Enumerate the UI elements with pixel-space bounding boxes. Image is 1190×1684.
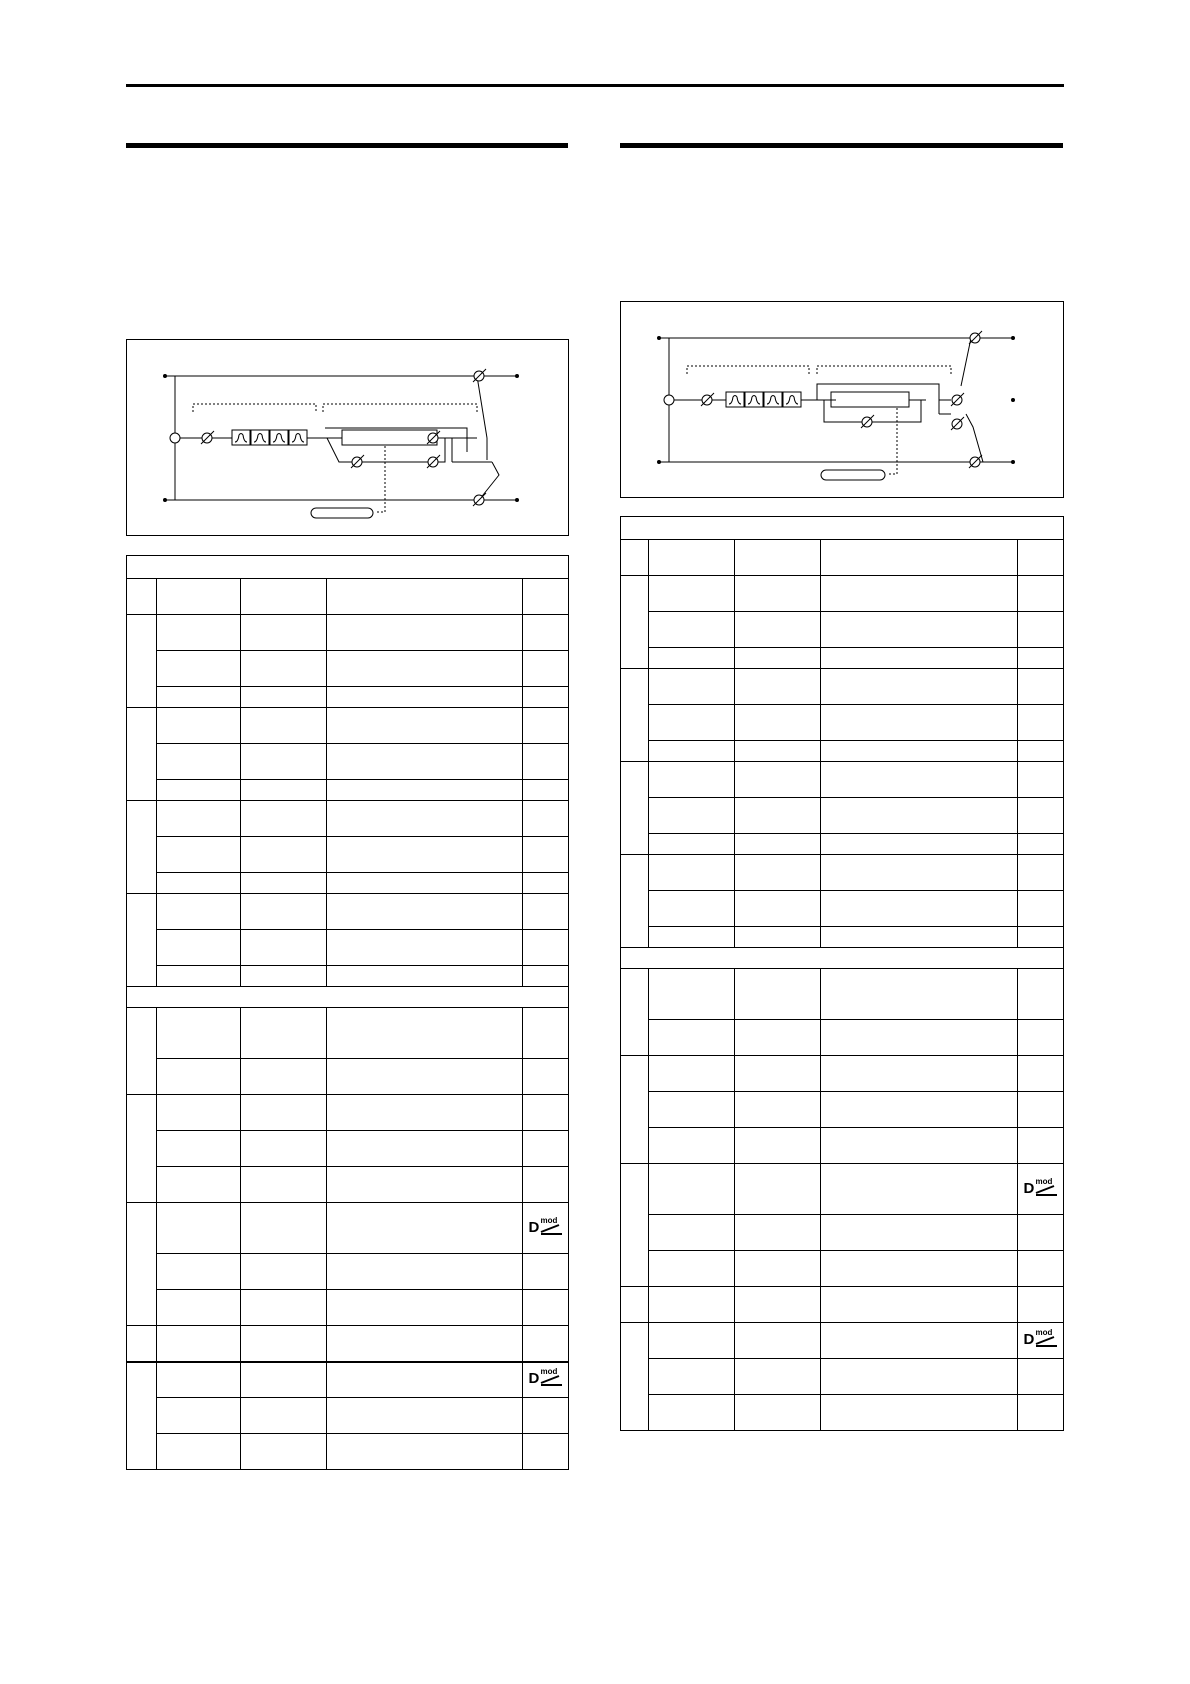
table-cell bbox=[327, 1203, 523, 1254]
table-cell bbox=[735, 741, 821, 762]
table-row bbox=[127, 744, 569, 780]
table-cell bbox=[157, 873, 241, 894]
table-cell bbox=[157, 1167, 241, 1203]
table-cell bbox=[523, 744, 569, 780]
table-cell bbox=[157, 651, 241, 687]
table-cell bbox=[523, 1326, 569, 1362]
table-row bbox=[621, 705, 1064, 741]
table-cell bbox=[523, 1131, 569, 1167]
table-cell bbox=[327, 1290, 523, 1326]
table-cell bbox=[649, 1128, 735, 1164]
table-cell bbox=[821, 612, 1018, 648]
table-cell bbox=[327, 1398, 523, 1434]
table-cell bbox=[649, 1323, 735, 1359]
table-cell bbox=[523, 1254, 569, 1290]
table-cell bbox=[735, 1251, 821, 1287]
table-cell bbox=[821, 1128, 1018, 1164]
table-cell bbox=[241, 1290, 327, 1326]
table-cell bbox=[157, 1254, 241, 1290]
right-section-rule bbox=[620, 143, 1063, 148]
table-cell bbox=[157, 1434, 241, 1470]
table-cell bbox=[157, 966, 241, 987]
table-cell bbox=[327, 1131, 523, 1167]
dmod-icon: D mod bbox=[527, 1368, 565, 1388]
table-cell bbox=[1018, 1323, 1064, 1359]
table-row bbox=[127, 894, 569, 930]
table-cell bbox=[821, 1056, 1018, 1092]
table-cell bbox=[735, 1287, 821, 1323]
table-cell bbox=[1018, 834, 1064, 855]
table-cell bbox=[621, 948, 1064, 969]
table-cell bbox=[127, 1095, 157, 1203]
table-cell bbox=[523, 966, 569, 987]
table-row bbox=[127, 1362, 569, 1398]
table-row bbox=[127, 873, 569, 894]
table-cell bbox=[157, 1398, 241, 1434]
table-cell bbox=[649, 1395, 735, 1431]
table-cell bbox=[821, 1359, 1018, 1395]
table-cell bbox=[621, 669, 649, 762]
table-cell bbox=[127, 894, 157, 987]
table-cell bbox=[649, 834, 735, 855]
table-cell bbox=[621, 1056, 649, 1164]
table-row bbox=[127, 687, 569, 708]
table-cell bbox=[1018, 969, 1064, 1020]
table-cell bbox=[523, 1398, 569, 1434]
table-cell bbox=[157, 1203, 241, 1254]
table-cell bbox=[241, 801, 327, 837]
table-row bbox=[621, 927, 1064, 948]
table-cell bbox=[1018, 927, 1064, 948]
table-cell bbox=[735, 1056, 821, 1092]
table-subheader-row bbox=[621, 948, 1064, 969]
table-row bbox=[621, 1359, 1064, 1395]
table-cell bbox=[735, 762, 821, 798]
table-cell bbox=[649, 1056, 735, 1092]
table-cell bbox=[523, 801, 569, 837]
table-cell bbox=[821, 891, 1018, 927]
table-row bbox=[621, 891, 1064, 927]
table-cell bbox=[241, 744, 327, 780]
table-cell bbox=[649, 1251, 735, 1287]
table-cell bbox=[327, 1362, 523, 1398]
table-row bbox=[621, 669, 1064, 705]
table-cell bbox=[649, 576, 735, 612]
table-cell bbox=[621, 576, 649, 669]
table-cell bbox=[1018, 576, 1064, 612]
table-row bbox=[621, 834, 1064, 855]
table-cell bbox=[621, 1164, 649, 1287]
table-row bbox=[621, 1251, 1064, 1287]
table-cell bbox=[649, 927, 735, 948]
table-cell bbox=[821, 798, 1018, 834]
table-cell bbox=[821, 1020, 1018, 1056]
table-cell bbox=[735, 612, 821, 648]
table-row bbox=[127, 708, 569, 744]
table-row bbox=[621, 1092, 1064, 1128]
table-cell bbox=[127, 1008, 157, 1095]
table-cell bbox=[523, 1095, 569, 1131]
table-cell bbox=[649, 648, 735, 669]
table-row bbox=[127, 1203, 569, 1254]
right-block-diagram bbox=[620, 301, 1064, 498]
table-row bbox=[127, 579, 569, 615]
table-cell bbox=[649, 1287, 735, 1323]
table-cell bbox=[127, 1326, 157, 1362]
table-cell bbox=[327, 1434, 523, 1470]
table-header bbox=[127, 556, 569, 579]
table-cell bbox=[523, 780, 569, 801]
table-row bbox=[621, 1323, 1064, 1359]
table-cell bbox=[241, 1362, 327, 1398]
table-cell bbox=[649, 969, 735, 1020]
table-cell bbox=[649, 1092, 735, 1128]
table-cell bbox=[523, 894, 569, 930]
table-cell bbox=[821, 648, 1018, 669]
table-cell bbox=[523, 1362, 569, 1398]
table-subheader-row bbox=[127, 987, 569, 1008]
table-header bbox=[621, 517, 1064, 540]
table-cell bbox=[735, 834, 821, 855]
table-row bbox=[621, 1287, 1064, 1323]
table-cell bbox=[241, 966, 327, 987]
table-cell bbox=[241, 1167, 327, 1203]
table-cell bbox=[735, 576, 821, 612]
table-cell bbox=[821, 927, 1018, 948]
table-cell bbox=[821, 855, 1018, 891]
table-cell bbox=[327, 1008, 523, 1059]
table-cell bbox=[241, 1326, 327, 1362]
table-cell bbox=[1018, 741, 1064, 762]
table-cell bbox=[523, 873, 569, 894]
table-cell bbox=[649, 540, 735, 576]
table-cell bbox=[241, 930, 327, 966]
dmod-icon: D mod bbox=[1022, 1178, 1060, 1198]
table-cell bbox=[157, 894, 241, 930]
table-row bbox=[127, 1167, 569, 1203]
table-cell bbox=[157, 744, 241, 780]
left-signal-flow bbox=[127, 340, 568, 535]
table-row bbox=[127, 780, 569, 801]
table-cell bbox=[649, 1020, 735, 1056]
table-cell bbox=[523, 930, 569, 966]
table-cell bbox=[157, 780, 241, 801]
table-cell bbox=[157, 1131, 241, 1167]
table-cell bbox=[621, 969, 649, 1056]
table-row bbox=[127, 1254, 569, 1290]
table-cell bbox=[821, 762, 1018, 798]
table-cell bbox=[735, 1020, 821, 1056]
table-row bbox=[127, 1008, 569, 1059]
table-cell bbox=[821, 834, 1018, 855]
table-cell bbox=[821, 1164, 1018, 1215]
table-cell bbox=[1018, 612, 1064, 648]
table-cell bbox=[157, 1326, 241, 1362]
table-cell bbox=[735, 1215, 821, 1251]
table-cell bbox=[127, 987, 569, 1008]
table-cell bbox=[523, 708, 569, 744]
table-cell bbox=[621, 1287, 649, 1323]
table-row bbox=[621, 1215, 1064, 1251]
table-row bbox=[127, 1095, 569, 1131]
table-cell bbox=[523, 1290, 569, 1326]
table-cell bbox=[735, 927, 821, 948]
table-cell bbox=[735, 855, 821, 891]
table-cell bbox=[327, 837, 523, 873]
table-row bbox=[621, 855, 1064, 891]
table-cell bbox=[649, 855, 735, 891]
table-cell bbox=[735, 798, 821, 834]
table-cell bbox=[327, 930, 523, 966]
left-parameter-table bbox=[126, 555, 569, 1470]
table-cell bbox=[523, 1059, 569, 1095]
table-cell bbox=[157, 930, 241, 966]
table-row bbox=[621, 612, 1064, 648]
table-cell bbox=[241, 687, 327, 708]
table-row bbox=[127, 651, 569, 687]
table-cell bbox=[127, 708, 157, 801]
table-cell bbox=[241, 837, 327, 873]
table-cell bbox=[327, 744, 523, 780]
table-row bbox=[127, 1290, 569, 1326]
table-cell bbox=[1018, 1128, 1064, 1164]
table-cell bbox=[821, 1251, 1018, 1287]
table-row bbox=[621, 1128, 1064, 1164]
right-parameter-table bbox=[620, 516, 1064, 1431]
table-cell bbox=[157, 687, 241, 708]
table-row bbox=[127, 1434, 569, 1470]
table-cell bbox=[327, 873, 523, 894]
table-cell bbox=[157, 1095, 241, 1131]
table-row bbox=[621, 969, 1064, 1020]
table-cell bbox=[523, 1008, 569, 1059]
table-row bbox=[127, 1131, 569, 1167]
table-cell bbox=[1018, 1359, 1064, 1395]
table-cell bbox=[241, 615, 327, 651]
table-cell bbox=[1018, 648, 1064, 669]
table-cell bbox=[327, 651, 523, 687]
table-row bbox=[621, 1164, 1064, 1215]
table-cell bbox=[327, 708, 523, 744]
table-cell bbox=[1018, 1092, 1064, 1128]
dmod-icon: D mod bbox=[527, 1217, 565, 1237]
table-cell bbox=[735, 1092, 821, 1128]
table-cell bbox=[821, 1215, 1018, 1251]
table-cell bbox=[735, 669, 821, 705]
table-cell bbox=[821, 540, 1018, 576]
table-row bbox=[127, 1326, 569, 1362]
table-row bbox=[127, 801, 569, 837]
table-cell bbox=[621, 855, 649, 948]
table-cell bbox=[1018, 798, 1064, 834]
table-cell bbox=[327, 1326, 523, 1362]
table-cell bbox=[649, 1359, 735, 1395]
table-cell bbox=[241, 651, 327, 687]
table-cell bbox=[1018, 762, 1064, 798]
table-cell bbox=[1018, 855, 1064, 891]
table-cell bbox=[649, 798, 735, 834]
table-cell bbox=[1018, 1395, 1064, 1431]
table-cell bbox=[821, 669, 1018, 705]
table-cell bbox=[735, 969, 821, 1020]
table-row bbox=[127, 837, 569, 873]
table-row bbox=[621, 798, 1064, 834]
table-cell bbox=[735, 1128, 821, 1164]
table-cell bbox=[821, 741, 1018, 762]
table-cell bbox=[649, 1215, 735, 1251]
table-row bbox=[621, 648, 1064, 669]
table-cell bbox=[157, 1362, 241, 1398]
left-section-rule bbox=[126, 143, 568, 148]
table-cell bbox=[735, 1395, 821, 1431]
table-row bbox=[621, 576, 1064, 612]
table-cell bbox=[735, 648, 821, 669]
table-cell bbox=[241, 1095, 327, 1131]
table-cell bbox=[735, 540, 821, 576]
table-cell bbox=[327, 801, 523, 837]
table-cell bbox=[327, 1167, 523, 1203]
table-cell bbox=[127, 801, 157, 894]
table-cell bbox=[1018, 1020, 1064, 1056]
table-cell bbox=[327, 1059, 523, 1095]
table-cell bbox=[127, 1203, 157, 1326]
table-cell bbox=[649, 705, 735, 741]
table-cell bbox=[327, 966, 523, 987]
table-cell bbox=[621, 762, 649, 855]
right-signal-flow bbox=[621, 302, 1063, 497]
table-cell bbox=[157, 708, 241, 744]
table-cell bbox=[1018, 1215, 1064, 1251]
table-cell bbox=[241, 1398, 327, 1434]
table-cell bbox=[241, 1131, 327, 1167]
table-cell bbox=[241, 894, 327, 930]
table-cell bbox=[523, 1434, 569, 1470]
table-cell bbox=[523, 1203, 569, 1254]
table-cell bbox=[241, 1008, 327, 1059]
table-cell bbox=[821, 969, 1018, 1020]
table-row bbox=[127, 1398, 569, 1434]
left-block-diagram bbox=[126, 339, 569, 536]
table-row bbox=[127, 966, 569, 987]
table-row bbox=[621, 741, 1064, 762]
table-row bbox=[621, 1395, 1064, 1431]
table-cell bbox=[327, 1095, 523, 1131]
table-header-row bbox=[621, 517, 1064, 540]
table-cell bbox=[735, 705, 821, 741]
table-cell bbox=[821, 1395, 1018, 1431]
table-row bbox=[621, 762, 1064, 798]
table-cell bbox=[241, 1254, 327, 1290]
table-cell bbox=[523, 651, 569, 687]
table-cell bbox=[649, 891, 735, 927]
table-row bbox=[621, 1020, 1064, 1056]
table-cell bbox=[157, 837, 241, 873]
table-cell bbox=[1018, 891, 1064, 927]
table-cell bbox=[821, 705, 1018, 741]
table-cell bbox=[241, 1434, 327, 1470]
table-cell bbox=[327, 615, 523, 651]
table-cell bbox=[1018, 540, 1064, 576]
table-cell bbox=[621, 1323, 649, 1431]
table-cell bbox=[1018, 1056, 1064, 1092]
table-cell bbox=[241, 1059, 327, 1095]
table-header-row bbox=[127, 556, 569, 579]
table-cell bbox=[821, 1092, 1018, 1128]
table-cell bbox=[241, 708, 327, 744]
table-cell bbox=[157, 801, 241, 837]
table-cell bbox=[157, 615, 241, 651]
table-cell bbox=[649, 669, 735, 705]
table-cell bbox=[1018, 705, 1064, 741]
table-cell bbox=[621, 540, 649, 576]
page-top-rule bbox=[126, 84, 1064, 87]
table-cell bbox=[241, 873, 327, 894]
table-cell bbox=[157, 1059, 241, 1095]
table-row bbox=[621, 540, 1064, 576]
table-cell bbox=[327, 687, 523, 708]
table-cell bbox=[327, 1254, 523, 1290]
table-cell bbox=[649, 612, 735, 648]
table-cell bbox=[649, 741, 735, 762]
table-row bbox=[127, 930, 569, 966]
dmod-icon: D mod bbox=[1022, 1329, 1060, 1349]
table-cell bbox=[735, 1323, 821, 1359]
table-cell bbox=[735, 1164, 821, 1215]
table-cell bbox=[523, 687, 569, 708]
table-cell bbox=[241, 1203, 327, 1254]
table-cell bbox=[821, 576, 1018, 612]
table-cell bbox=[523, 1167, 569, 1203]
table-cell bbox=[821, 1287, 1018, 1323]
table-cell bbox=[523, 837, 569, 873]
table-cell bbox=[327, 780, 523, 801]
table-cell bbox=[157, 1290, 241, 1326]
table-cell bbox=[127, 1362, 157, 1470]
table-cell bbox=[157, 1008, 241, 1059]
table-cell bbox=[735, 1359, 821, 1395]
table-cell bbox=[241, 780, 327, 801]
table-cell bbox=[1018, 1251, 1064, 1287]
table-cell bbox=[1018, 669, 1064, 705]
table-cell bbox=[523, 615, 569, 651]
table-cell bbox=[821, 1323, 1018, 1359]
table-row bbox=[127, 1059, 569, 1095]
table-cell bbox=[649, 762, 735, 798]
table-row bbox=[621, 1056, 1064, 1092]
table-cell bbox=[735, 891, 821, 927]
table-cell bbox=[327, 894, 523, 930]
table-row bbox=[127, 615, 569, 651]
table-cell bbox=[1018, 1164, 1064, 1215]
table-cell bbox=[649, 1164, 735, 1215]
table-cell bbox=[1018, 1287, 1064, 1323]
